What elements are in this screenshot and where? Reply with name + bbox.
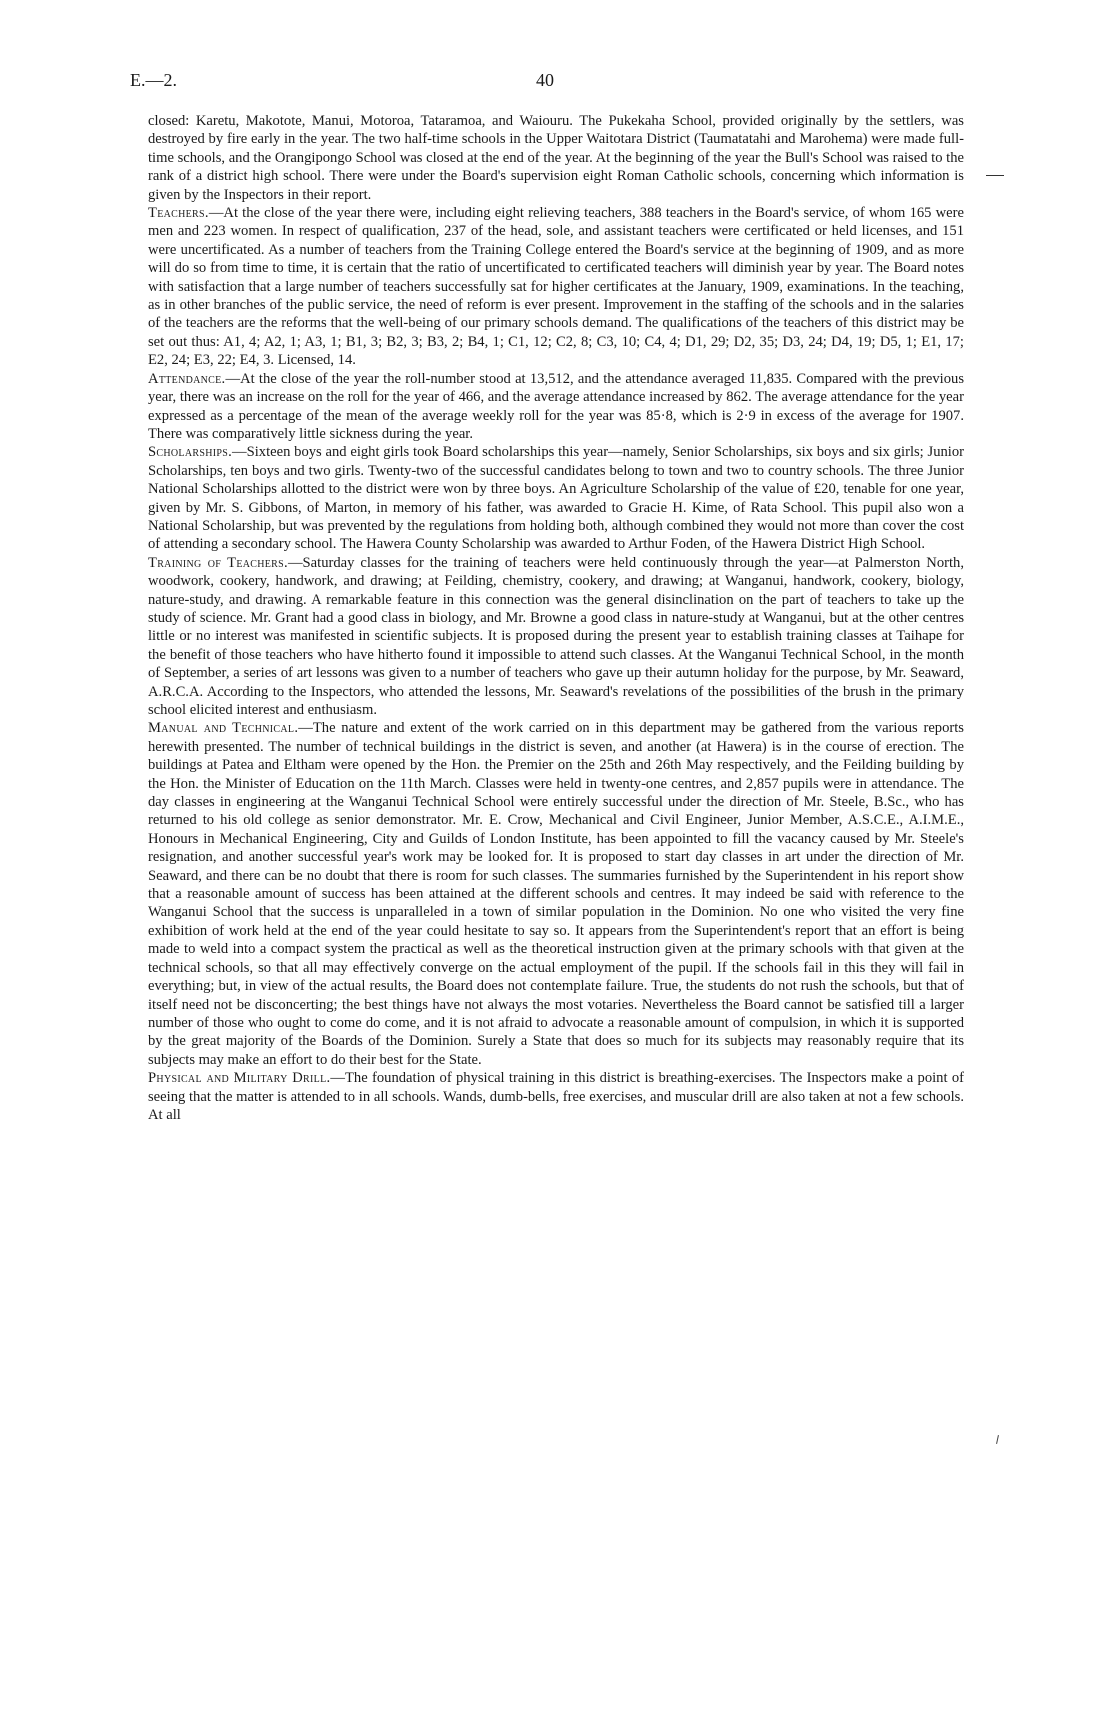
paragraph-text: —The nature and extent of the work carried on in this department may be gathered from the various reports herewith presented. The number of technical buildings in the district is seven, and another (at Hawera) is in the course of erection. The buildings at Patea and Eltham were opened by the Hon. the Premier on the 25th and 26th May respectively, and the Feilding building by the Hon. the Minister of Education on the 11th March. Classes were held in twenty-one centres, and 2,857 pupils were in attendance. The day classes in engineering at the Wanganui Technical School were entirely successful under the direction of Mr. Steele, B.Sc., who has returned to his old college as senior demonstrator. Mr. E. Crow, Mechanical and Civil Engineer, Junior Member, A.S.C.E., A.I.M.E., Honours in Mechanical Engineering, City and Guilds of London Institute, has been appointed to fill the vacancy caused by Mr. Steele's resignation, and another successful year's work may be looked for. It is proposed to start day classes in art under the direction of Mr. Seaward, and there can be no doubt that there is room for such classes. The summaries furnished by the Superintendent in his report show that a reasonable amount of success has been attained at the different schools and centres. It may indeed be said with reference to the Wanganui School that the success is unparalleled in a town of similar population in the Dominion. No one who visited the very fine exhibition of work held at the end of the year could hesitate to say so. It appears from the Superintendent's report that an effort is being made to weld into a compact system the practical as well as the theoretical instruction given at the primary schools with that given at the technical schools, so that all may effectively converge on the actual employment of the pupil. If the schools fail in this they will fail in everything; but, in view of the actual results, the Board does not contemplate failure. True, the students do not rush the schools, but that of itself need not be disconcerting; the best things have not always the most votaries. Nevertheless the Board cannot be satisfied till a larger number of those who ought to come do come, and it is not afraid to advocate a reasonable amount of compulsion, in which it is supported by the great majority of the Boards of the Dominion. Surely a State that does so much for its subjects may reasonably require that its subjects may make an effort to do their best for the State. xyxy=(148,720,964,1068)
margin-mark xyxy=(996,1435,999,1444)
paragraph-text: —The foundation of physical training in this district is breathing-exercises. The Inspectors make a point of seeing that the matter is attended to in all schools. Wands, dumb-bells, free exercises, and muscular drill are also taken at not a few schools. At all xyxy=(148,1070,964,1123)
section-heading-teachers: Teachers. xyxy=(148,205,209,222)
paragraph-text: —At the close of the year the roll-number stood at 13,512, and the attendance averaged 11,835. Compared with the previous year, there was an increase on the roll for the year of 466, and the average attendance increased by 862. The average attendance for the year expressed as a percentage of the mean of the average weekly roll for the year was 85·8, which is 2·9 in excess of the average for 1907. There was comparatively little sickness during the year. xyxy=(148,370,964,442)
paragraph-closed-schools xyxy=(148,112,964,204)
paragraph-text: —At the close of the year there were, including eight relieving teachers, 388 teachers in the Board's service, of whom 165 were men and 223 women. In respect of qualification, 237 of the head, sole, and assistant teachers were certificated or held licenses, and 151 were uncertificated. As a number of teachers from the Training College entered the Board's service at the beginning of 1909, and as more will do so from time to time, it is certain that the ratio of uncertificated to certificated teachers will diminish year by year. The Board notes with satisfaction that a large number of teachers successfully sat for higher certificates at the January, 1909, examinations. In the teaching, as in other branches of the public service, the need of reform is ever present. Improvement in the staffing of the schools and in the salaries of the teachers are the reforms that the well-being of our primary schools demand. The qualifications of the teachers of this district may be set out thus: A1, 4; A2, 1; A3, 1; B1, 3; B2, 3; B3, 2; B4, 1; C1, 12; C2, 8; C3, 10; C4, 4; D1, 29; D2, 35; D3, 24; D4, 19; D5, 1; E1, 17; E2, 24; E3, 22; E4, 3. Licensed, 14. xyxy=(148,205,964,369)
paragraph-text: closed: Karetu, Makotote, Manui, Motoroa, Tataramoa, and Waiouru. The Pukekaha School, provided originally by the settlers, was destroyed by fire early in the year. The two half-time schools in the Upper Waitotara District (Taumatatahi and Marohema) were made full-time schools, and the Orangipongo School was closed at the end of the year. At the beginning of the year the Bull's School was raised to the rank of a district high school. There were under the Board's supervision eight Roman Catholic schools, concerning which information is given by the Inspectors in their report. xyxy=(148,113,964,203)
paragraph-text: —Sixteen boys and eight girls took Board scholarships this year—namely, Senior Scholarships, six boys and six girls; Junior Scholarships, ten boys and two girls. Twenty-two of the successful candidates belong to town and two to country schools. The three Junior National Scholarships allotted to the district were won by three boys. An Agriculture Scholarship of the value of £20, tenable for one year, given by Mr. S. Gibbons, of Marton, in memory of his father, was awarded to Gracie H. Kime, of Rata School. This pupil also won a National Scholarship, but was prevented by the regulations from holding both, although combined they would not more than cover the cost of attending a secondary school. The Hawera County Scholarship was awarded to Arthur Foden, of the Hawera District High School. xyxy=(148,444,964,553)
running-head xyxy=(130,70,960,94)
section-heading-attendance: Attendance. xyxy=(148,370,226,387)
paragraph-text: —Saturday classes for the training of teachers were held continuously through the year—at Palmerston North, woodwork, cookery, handwork, and drawing; at Feilding, chemistry, cookery, and drawing; at Wanganui, handwork, cookery, biology, nature-study, and drawing. A remarkable feature in this connection was the general disinclination on the part of teachers to take up the study of science. Mr. Grant had a good class in biology, and Mr. Browne a good class in nature-study at Wanganui, but at the other centres little or no interest was manifested in scientific subjects. It is proposed during the present year to establish training classes at Taihape for the benefit of those teachers who have hitherto found it impossible to attend such classes. At the Wanganui Technical School, in the month of September, a series of art lessons was given to a number of teachers who gave up their autumn holiday for the purpose, by Mr. Seaward, A.R.C.A. According to the Inspectors, who attended the lessons, Mr. Seaward's revelations of the possibilities of the brush in the primary school elicited interest and enthusiasm. xyxy=(148,554,964,718)
paragraph-physical-and-military-drill xyxy=(148,1069,964,1124)
page-number: 40 xyxy=(536,70,554,90)
section-heading-scholarships: Scholarships. xyxy=(148,444,233,461)
margin-mark xyxy=(986,175,1004,176)
section-heading-physical-and-military-drill: Physical and Military Drill. xyxy=(148,1070,331,1087)
section-heading-training-of-teachers: Training of Teachers. xyxy=(148,554,288,571)
paragraph-scholarships xyxy=(148,443,964,553)
paragraph-teachers xyxy=(148,204,964,370)
paragraph-attendance xyxy=(148,370,964,444)
body-text xyxy=(148,112,964,1124)
paragraph-training-of-teachers xyxy=(148,554,964,720)
paragraph-manual-and-technical xyxy=(148,719,964,1069)
section-heading-manual-and-technical: Manual and Technical. xyxy=(148,720,299,737)
document-reference: E.—2. xyxy=(130,70,177,90)
